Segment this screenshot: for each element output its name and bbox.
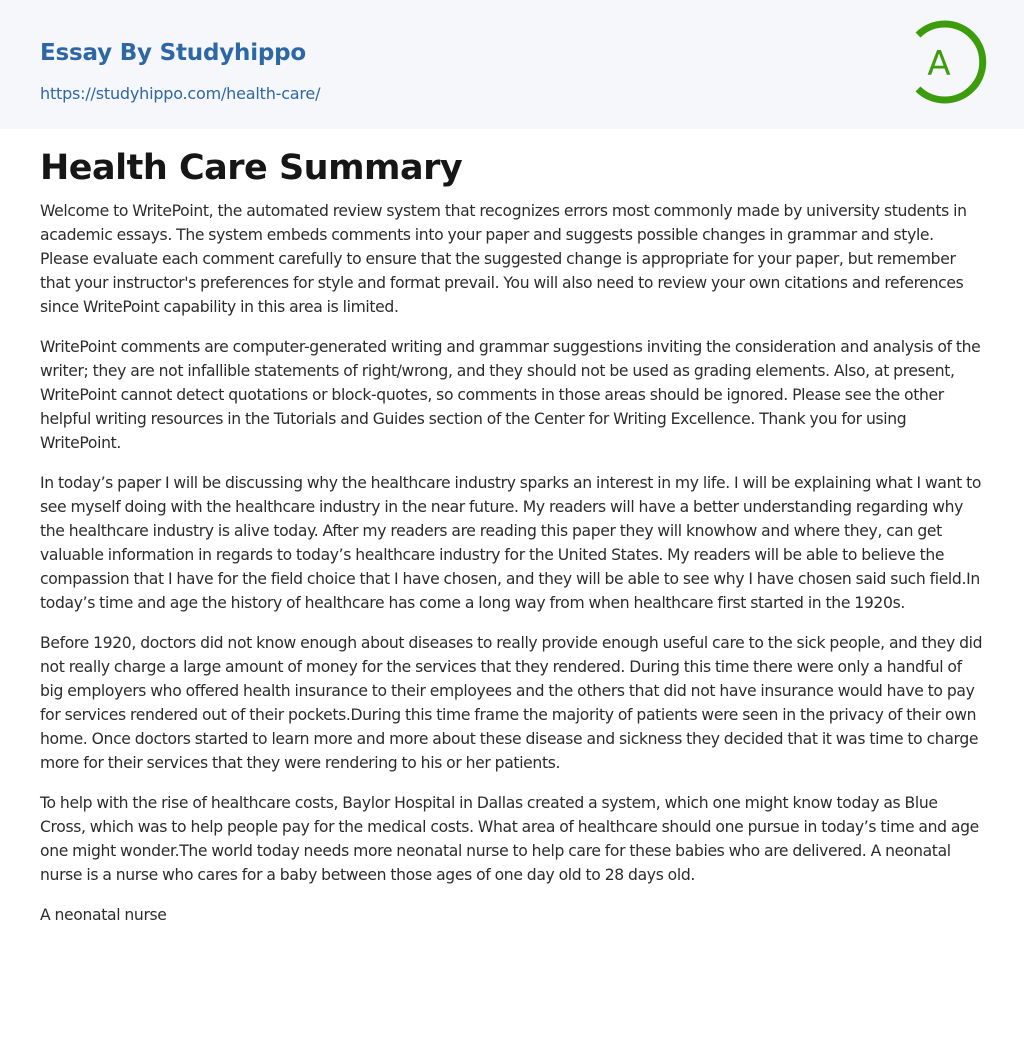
article [0, 147, 1024, 967]
source-url-link[interactable]: https://studyhippo.com/health-care/ [40, 84, 321, 103]
brand-title: Essay By Studyhippo [40, 40, 307, 66]
article-paragraph: A neonatal nurse [40, 906, 167, 924]
logo-icon [912, 18, 988, 106]
studyhippo-logo[interactable] [912, 18, 988, 106]
article-paragraph: Welcome to WritePoint, the automated review system that recognizes errors most commonly made by university students in academic essays. The system embeds comments into your paper and suggests possible changes in grammar and style. Please evaluate each comment carefully to ensure that the suggested change is appropriate for your paper, but remember that your instructor's preferences for style and format prevail. You will also need to review your own citations and references since WritePoint capability in this area is limited. [40, 202, 967, 316]
page-title: Health Care Summary [40, 148, 463, 188]
site-header [0, 0, 1024, 129]
article-paragraph: In today’s paper I will be discussing why the healthcare industry sparks an interest in my life. I will be explaining what I want to see myself doing with the healthcare industry in the near future. My readers will have a better understanding regarding why the healthcare industry is alive today. After my readers are reading this paper they will knowhow and where they, can get valuable information in regards to today’s healthcare industry for the United States. My readers will be able to believe the compassion that I have for the field choice that I have chosen, and they will be able to see why I have chosen said such field.In today’s time and age the history of healthcare has come a long way from when healthcare first started in the 1920s. [40, 474, 982, 612]
article-paragraph: Before 1920, doctors did not know enough about diseases to really provide enough useful care to the sick people, and they did not really charge a large amount of money for the services that they rendered. During this time there were only a handful of big employers who offered health insurance to their employees and the others that did not have insurance would have to pay for services rendered out of their pockets.During this time frame the majority of patients were seen in the privacy of their own home. Once doctors started to learn more and more about these disease and sickness they decided that it was time to charge more for their services that they were rendering to his or her patients. [40, 634, 983, 772]
article-paragraph: WritePoint comments are computer-generated writing and grammar suggestions inviting the consideration and analysis of the writer; they are not infallible statements of right/wrong, and they should not be used as grading elements. Also, at present, WritePoint cannot detect quotations or block-quotes, so comments in those areas should be ignored. Please see the other helpful writing resources in the Tutorials and Guides section of the Center for Writing Excellence. Thank you for using WritePoint. [40, 338, 981, 452]
logo-letter: A [927, 44, 951, 84]
article-paragraph: To help with the rise of healthcare costs, Baylor Hospital in Dallas created a system, which one might know today as Blue Cross, which was to help people pay for the medical costs. What area of healthcare should one pursue in today’s time and age one might wonder.The world today needs more neonatal nurse to help care for these babies who are delivered. A neonatal nurse is a nurse who cares for a baby between those ages of one day old to 28 days old. [40, 794, 979, 884]
